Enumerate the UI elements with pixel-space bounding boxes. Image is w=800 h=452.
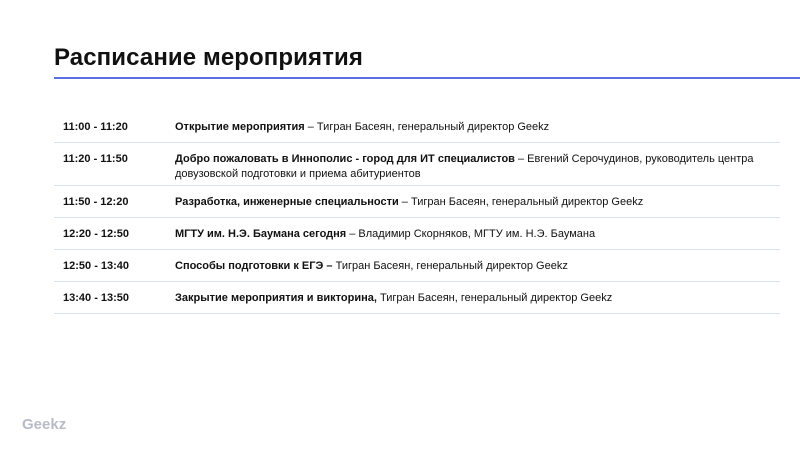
schedule-row: [54, 111, 780, 143]
schedule-description: [175, 195, 760, 210]
schedule-description: [175, 227, 760, 242]
session-title: Добро пожаловать в Иннополис - город для ИТ специалистов: [175, 153, 515, 165]
schedule-row: [54, 250, 780, 282]
session-title: Способы подготовки к ЕГЭ –: [175, 260, 336, 272]
session-speaker: – Евгений Серочудинов, руководитель центра довузовской подготовки и приема абитуриентов: [175, 153, 754, 180]
schedule-time: 12:20 - 12:50: [63, 228, 130, 240]
schedule-description: [175, 259, 760, 274]
session-speaker: – Тигран Басеян, генеральный директор Geekz: [398, 196, 644, 208]
schedule-time: 11:50 - 12:20: [63, 196, 129, 208]
schedule-description: [175, 291, 760, 306]
session-title: МГТУ им. Н.Э. Баумана сегодня: [175, 228, 347, 240]
schedule-row: [54, 186, 780, 218]
title-underline: [54, 77, 800, 79]
session-title: Открытие мероприятия: [175, 121, 305, 133]
schedule-time: 12:50 - 13:40: [63, 260, 130, 272]
session-speaker: Тигран Басеян, генеральный директор Geekz: [376, 292, 613, 304]
schedule-row: [54, 282, 780, 314]
schedule-time: 11:20 - 11:50: [63, 153, 128, 165]
schedule-description: [175, 120, 760, 135]
schedule-description: [175, 152, 760, 182]
schedule-time: 11:00 - 11:20: [63, 121, 128, 133]
session-title: Закрытие мероприятия и викторина,: [175, 292, 377, 304]
geekz-logo: Geekz: [22, 416, 67, 433]
session-speaker: – Владимир Скорняков, МГТУ им. Н.Э. Баумана: [346, 228, 596, 240]
session-title: Разработка, инженерные специальности: [175, 196, 399, 208]
schedule-time: 13:40 - 13:50: [63, 292, 130, 304]
page-title: Расписание мероприятия: [54, 44, 363, 71]
session-speaker: – Тигран Басеян, генеральный директор Geekz: [304, 121, 550, 133]
schedule-table: [54, 111, 780, 314]
session-speaker: Тигран Басеян, генеральный директор Geekz: [335, 260, 568, 272]
schedule-row: [54, 218, 780, 250]
schedule-row: [54, 143, 780, 186]
